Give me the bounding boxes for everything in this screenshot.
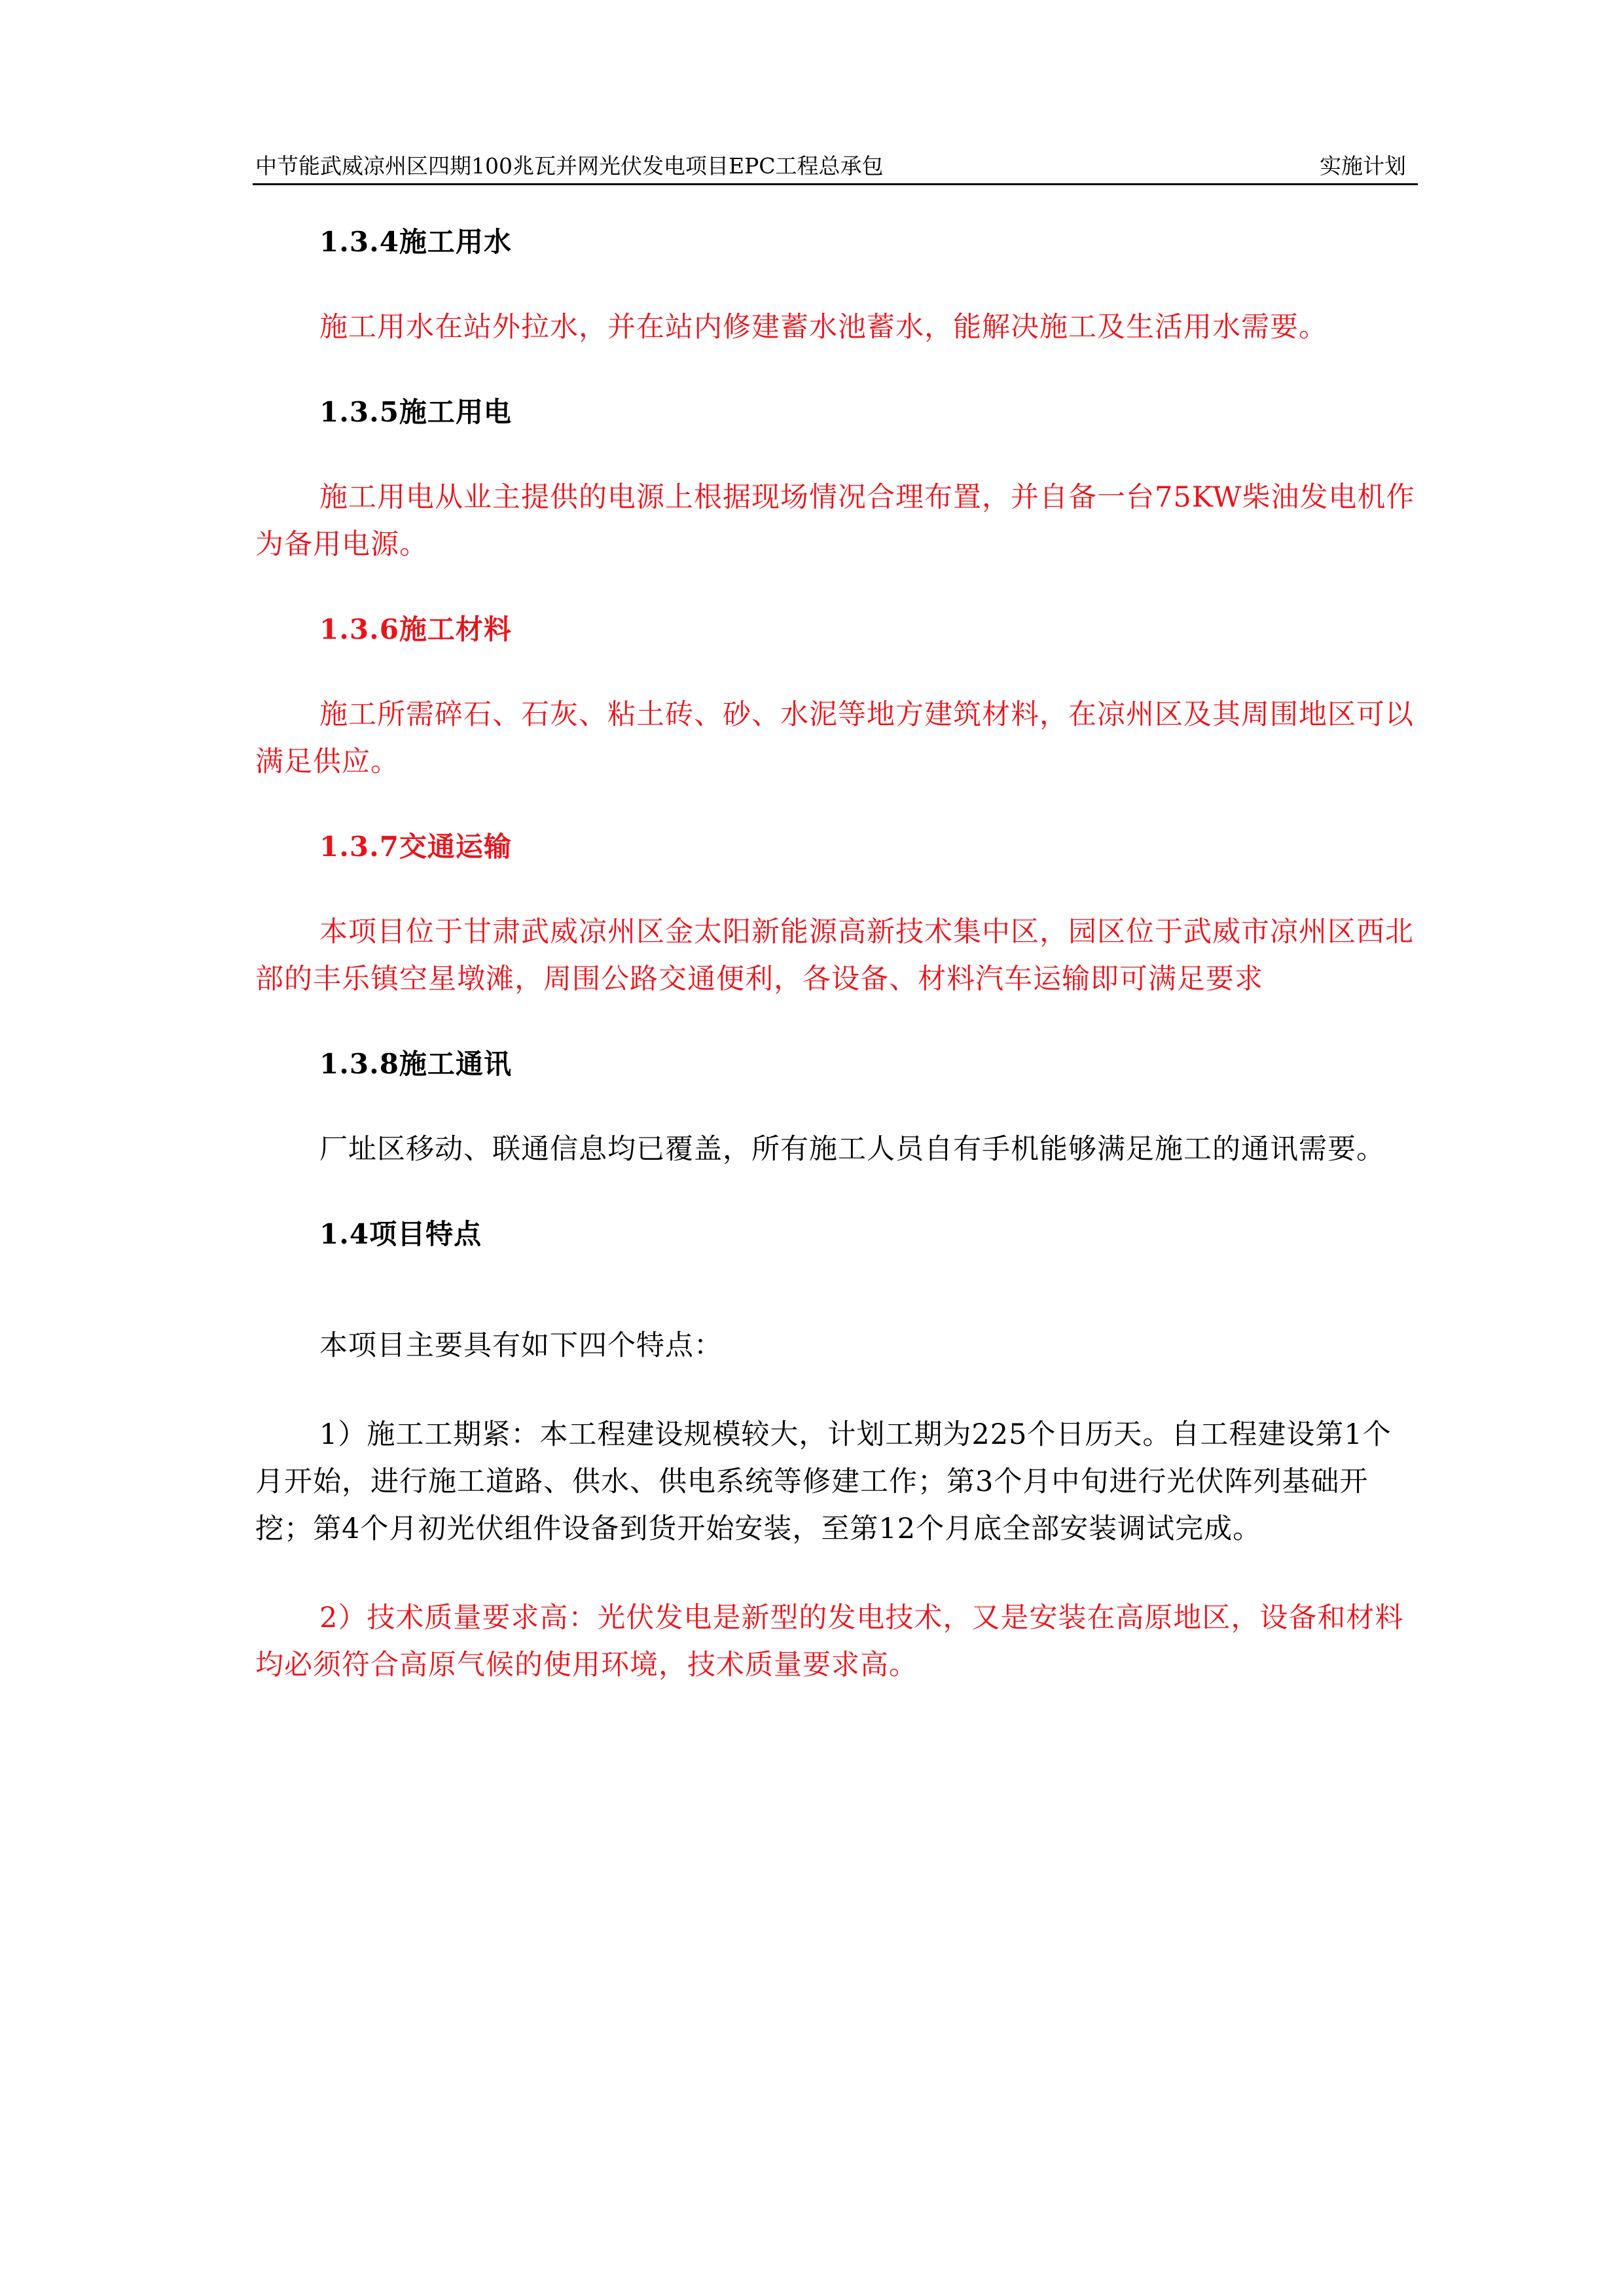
header-section-name: 实施计划 <box>1320 153 1406 179</box>
paragraph-feature-schedule: 1）施工工期紧：本工程建设规模较大，计划工期为225个日历天。自工程建设第1个月开始，进行施工道路、供水、供电系统等修建工作；第3个月中旬进行光伏阵列基础开挖；第4个月初光伏组件设备到货开始安装，至第12个月底全部安装调试完成。 <box>255 1418 1392 1545</box>
paragraph-features-intro: 本项目主要具有如下四个特点： <box>319 1329 723 1362</box>
section-heading-project-features: 1.4项目特点 <box>319 1218 482 1250</box>
paragraph-feature-quality: 2）技术质量要求高：光伏发电是新型的发电技术，又是安装在高原地区，设备和材料均必须符合高原气候的使用环境，技术质量要求高。 <box>255 1602 1404 1681</box>
paragraph-transport: 本项目位于甘肃武威凉州区金太阳新能源高新技术集中区，园区位于武威市凉州区西北部的丰乐镇空星墩滩，周围公路交通便利，各设备、材料汽车运输即可满足要求 <box>255 916 1414 996</box>
section-heading-water: 1.3.4施工用水 <box>319 226 512 258</box>
paragraph-materials: 施工所需碎石、石灰、粘土砖、砂、水泥等地方建筑材料，在凉州区及其周围地区可以满足供应。 <box>255 698 1414 778</box>
paragraph-electricity: 施工用电从业主提供的电源上根据现场情况合理布置，并自备一台75KW柴油发电机作为备用电源。 <box>255 481 1415 561</box>
section-heading-materials: 1.3.6施工材料 <box>319 613 512 645</box>
section-heading-transport: 1.3.7交通运输 <box>319 831 512 863</box>
section-heading-communication: 1.3.8施工通讯 <box>319 1048 512 1080</box>
document-body <box>255 223 1418 1731</box>
paragraph-water: 施工用水在站外拉水，并在站内修建蓄水池蓄水，能解决施工及生活用水需要。 <box>319 311 1327 344</box>
page-header <box>253 149 1418 185</box>
section-heading-electricity: 1.3.5施工用电 <box>319 396 512 428</box>
paragraph-communication: 厂址区移动、联通信息均已覆盖，所有施工人员自有手机能够满足施工的通讯需要。 <box>319 1133 1385 1166</box>
header-document-title: 中节能武威凉州区四期100兆瓦并网光伏发电项目EPC工程总承包 <box>255 153 884 179</box>
